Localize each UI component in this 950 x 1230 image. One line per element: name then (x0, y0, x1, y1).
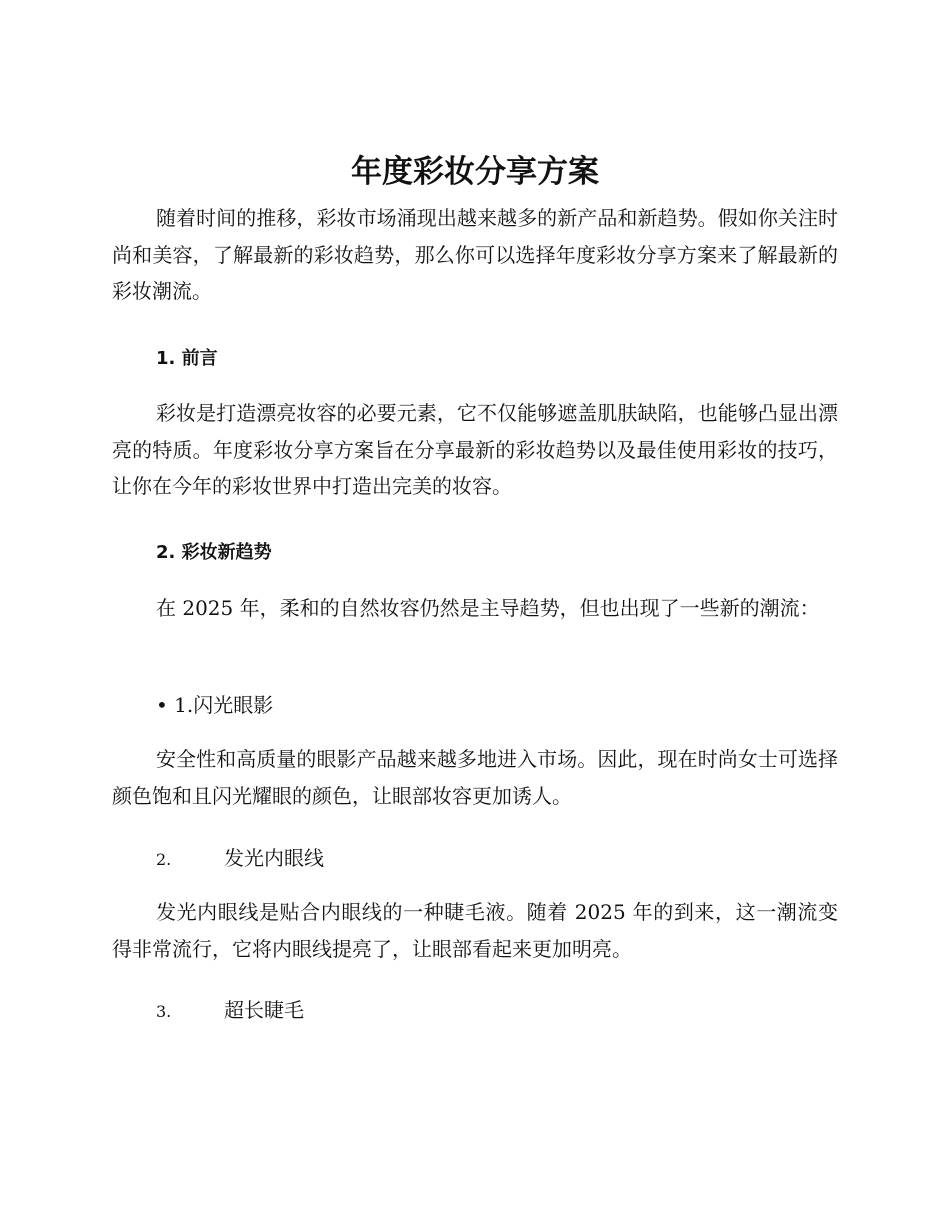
section-heading-trends: 2. 彩妆新趋势 (156, 542, 272, 563)
trends-paragraph: 在 2025 年，柔和的自然妆容仍然是主导趋势，但也出现了一些新的潮流： (156, 596, 820, 620)
trend-item-heading (156, 995, 304, 1027)
trend-item-heading (156, 843, 324, 875)
trend-item-paragraph: 安全性和高质量的眼影产品越来越多地进入市场。因此，现在时尚女士可选择颜色饱和且闪光耀眼的颜色，让眼部妆容更加诱人。 (112, 747, 838, 808)
trend-item-label: 超长睫毛 (224, 998, 304, 1022)
list-number: 3. (156, 1002, 172, 1021)
trend-item-label: 发光内眼线 (224, 846, 324, 870)
page-title: 年度彩妆分享方案 (351, 154, 599, 190)
trend-item-label: • 1.闪光眼影 (156, 693, 274, 717)
intro-paragraph: 随着时间的推移，彩妆市场涌现出越来越多的新产品和新趋势。假如你关注时尚和美容，了解最新的彩妆趋势，那么你可以选择年度彩妆分享方案来了解最新的彩妆潮流。 (112, 206, 838, 303)
section-heading-preface: 1. 前言 (156, 348, 218, 369)
preface-paragraph: 彩妆是打造漂亮妆容的必要元素，它不仅能够遮盖肌肤缺陷，也能够凸显出漂亮的特质。年度彩妆分享方案旨在分享最新的彩妆趋势以及最佳使用彩妆的技巧，让你在今年的彩妆世界中打造出完美的妆容。 (112, 401, 838, 498)
trend-item-paragraph: 发光内眼线是贴合内眼线的一种睫毛液。随着 2025 年的到来，这一潮流变得非常流行，它将内眼线提亮了，让眼部看起来更加明亮。 (112, 900, 838, 961)
list-number: 2. (156, 850, 172, 869)
